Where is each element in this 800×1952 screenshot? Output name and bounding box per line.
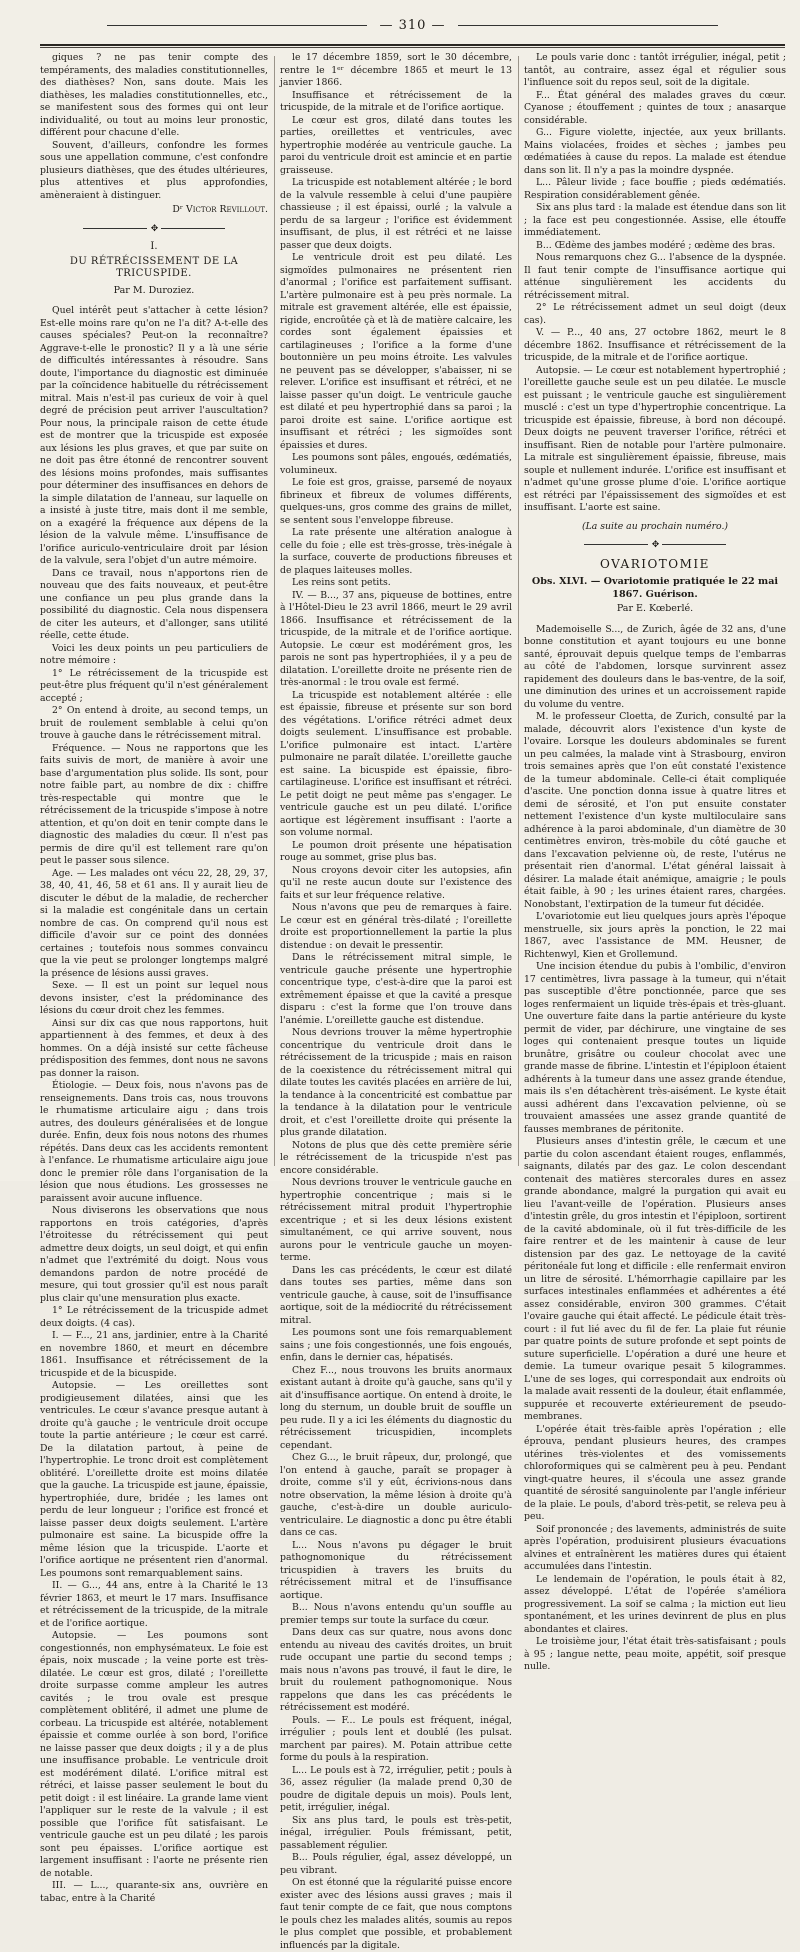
paragraph: B... Œdème des jambes modéré ; œdème des bras. <box>536 239 776 251</box>
paragraph: Une incision étendue du pubis à l'ombilic, d'environ 17 centimètres, livra passage à la tumeur, qui n'était pas susceptible d'être ponctionnée, parce que ses loges renfermaient un liquide très-épais et très-gluant. Une ouverture faite dans la partie antérieure du kyste permit de vider, par déchirure, une vingtaine de ses loges qui contenaient presque toutes un liquide brunâtre, grisâtre ou couleur chocolat avec une grande masse de fibrine. L'intestin et l'épiploon étaient adhérents à la tumeur dans une assez grande étendue, mais ils s'en détachèrent très-aisément. Le kyste était aussi adhérent dans l'excavation pelvienne, où se trouvaient amassées une assez grande quantité de fausses membranes de péritonite. <box>524 961 786 1135</box>
paragraph: Soif prononcée ; des lavements, administrés de suite après l'opération, produisirent plusieurs évacuations alvines et entraînèrent les matières dures qui étaient accumulées dans l'intestin. <box>524 1523 786 1572</box>
paragraph: Les reins sont petits. <box>292 577 391 588</box>
observation-title: Obs. XLVI. — Ovariotomie pratiquée le 22 mai 1867. Guérison. <box>531 576 779 600</box>
paragraph: Ainsi sur dix cas que nous rapportons, huit appartiennent à des femmes, et deux à des hommes. On a déjà insisté sur cette fâcheuse prédisposition des femmes, dont nous ne savons pas donner la raison. <box>40 1017 268 1079</box>
paragraph: L'opérée était très-faible après l'opération ; elle éprouva, pendant plusieurs heures, des crampes utérines très-violentes et des vomissements chloroformiques qui se calmèrent peu à peu. Pendant vingt-quatre heures, il s'écoula une assez grande quantité de sérosité sanguinolente par l'angle inférieur de la plaie. Le pouls, d'abord très-petit, se releva peu à peu. <box>524 1423 786 1522</box>
column-1 <box>40 52 268 1904</box>
paragraph: Age. — Les malades ont vécu 22, 28, 29, 37, 38, 40, 41, 46, 58 et 61 ans. Il y aurait lieu de discuter le début de la maladie, de rechercher si la maladie est congénitale dans un certain nombre de cas. On comprend qu'il nous est difficile d'avoir sur ce point des données certaines ; toutefois nous sommes convaincu que la vie peut se prolonger longtemps malgré la présence de lésions aussi graves. <box>40 867 268 979</box>
paragraph: M. le professeur Cloetta, de Zurich, consulté par la malade, découvrit alors l'existence d'un kyste de l'ovaire. Lorsque les douleurs abdominales se furent un peu calmées, la malade vint à Strasbourg, environ trois semaines après que l'on eût constaté l'existence de la tumeur abdominale. Celle-ci était compliquée d'ascite. Une ponction donna issue à quatre litres et demi de sérosité, et l'on put ensuite constater nettement l'existence d'un kyste multiloculaire sans adhérence à la paroi abdominale, d'un diamètre de 30 centimètres environ, très-mobile du côté gauche et dans l'excavation pelvienne où, de reste, l'utérus ne présentait rien d'anormal. L'état général laissait à désirer. La malade était anémique, amaigrie ; le pouls était faible, à 90 ; les urines étaient rares, chargées. Nonobstant, l'extirpation de la tumeur fut décidée. <box>524 711 786 910</box>
paragraph: Sexe. — Il est un point sur lequel nous devons insister, c'est la prédominance des lésions du cœur droit chez les femmes. <box>40 980 268 1016</box>
paragraph: F... État général des malades graves du cœur. Cyanose ; étouffement ; quintes de toux ; anasarque considérable. <box>524 89 786 126</box>
paragraph: Autopsie. — Les poumons sont congestionnés, non emphysémateux. Le foie est épais, noix muscade ; la veine porte est très-dilatée. Le cœur est gros, dilaté ; l'oreillette droite surpasse comme ampleur les autres cavités ; le trou ovale est presque complètement oblitéré, il admet une plume de corbeau. La tricuspide est altérée, notablement épaissie et comme ourlée à son bord, l'orifice ne laisse passer que deux doigts ; il y a de plus une insuffisance probable. Le ventricule droit est modérément dilaté. L'orifice mitral est rétréci, et laisse passer seulement le bout du petit doigt : il est linéaire. La grande lame vient l'appliquer sur le reste de la valvule ; il est possible que l'orifice fût satisfaisant. Le ventricule gauche est un peu dilaté ; les parois sont peu épaisses. L'orifice aortique est largement insuffisant : l'aorte ne présente rien de notable. <box>40 1630 268 1879</box>
paragraph: Mademoiselle S..., de Zurich, âgée de 32 ans, d'une bonne constitution et ayant toujours eu une bonne santé, éprouvait depuis quelque temps de l'embarras au côté de l'abdomen, lorsque survinrent assez rapidement des douleurs dans le bas-ventre, de la soif, une diminution des urines et un accroissement rapide du volume du ventre. <box>524 623 786 710</box>
paragraph: Nous remarquons chez G... l'absence de la dyspnée. Il faut tenir compte de l'insuffisance aortique qui atténue singulièrement les accidents du rétrécissement mitral. <box>524 252 786 301</box>
page-header <box>40 18 785 42</box>
paragraph: Dans deux cas sur quatre, nous avons donc entendu au niveau des cavités droites, un bruit rude occupant une partie du second temps ; mais nous n'avons pas trouvé, il faut le dire, le bruit du roulement pathognomonique. Nous rappelons que dans les cas précédents le rétrécissement est modéré. <box>280 1627 512 1713</box>
paragraph: Chez G..., le bruit râpeux, dur, prolongé, que l'on entend à gauche, paraît se propager à droite, comme s'il y eût, écrivions-nous dans notre observation, la même lésion à droite qu'à gauche, c'est-à-dire un double auriculo-ventriculaire. Le diagnostic a donc pu être établi dans ce cas. <box>280 1452 512 1538</box>
paragraph: On est étonné que la régularité puisse encore exister avec des lésions aussi graves ; mais il faut tenir compte de ce fait, que nous comptons le pouls chez les malades alités, soumis au repos le plus complet que possible, et probablement influencés par la digitale. <box>280 1877 512 1951</box>
article-author: Par E. Kœberlé. <box>616 603 694 614</box>
paragraph: 1° Le rétrécissement de la tricuspide est peut-être plus fréquent qu'il n'est généralement accepté ; <box>40 667 268 704</box>
paragraph: Le poumon droit présente une hépatisation rouge au sommet, grise plus bas. <box>280 839 512 863</box>
paragraph: Étiologie. — Deux fois, nous n'avons pas de renseignements. Dans trois cas, nous trouvons le rhumatisme articulaire aigu ; dans trois autres, des douleurs généralisées et de longue durée. Enfin, deux fois nous notons des rhumes répétés. Dans deux cas les accidents remontent à l'enfance. Le rhumatisme articulaire aigu joue donc le premier rôle dans l'organisation de la lésion que nous étudions. Les grossesses ne paraissent avoir aucune influence. <box>40 1080 268 1204</box>
paragraph: Nous diviserons les observations que nous rapportons en trois catégories, d'après l'étroitesse du rétrécissement qui peut admettre deux doigts, un seul doigt, et qui enfin n'admet que l'extrémité du doigt. Nous vous demandons pardon de notre procédé de mesure, qui tout grossier qu'il est nous paraît plus clair qu'une mensuration plus exacte. <box>40 1205 268 1304</box>
paragraph: Nous n'avons que peu de remarques à faire. Le cœur est en général très-dilaté ; l'oreillette droite est proportionnellement la partie la plus distendue : on devait le pressentir. <box>280 902 512 951</box>
paragraph: Dans le rétrécissement mitral simple, le ventricule gauche présente une hypertrophie concentrique type, c'est-à-dire que la paroi est extrêmement épaisse et que la cavité a presque disparu : c'est la forme que l'on trouve dans l'anémie. L'oreillette gauche est distendue. <box>280 952 512 1026</box>
paragraph: Pouls. — F... Le pouls est fréquent, inégal, irrégulier ; pouls lent et doublé (les pulsat. marchent par paires). M. Potain attribue cette forme du pouls à la respiration. <box>280 1714 512 1763</box>
ornament-divider: ✥ <box>40 223 268 236</box>
article-title: DU RÉTRÉCISSEMENT DE LA TRICUSPIDE. <box>69 255 239 279</box>
signature: Dʳ Victor Revillout. <box>172 204 268 215</box>
paragraph: 1° Le rétrécissement de la tricuspide admet deux doigts. (4 cas). <box>40 1305 268 1329</box>
paragraph: Autopsie. — Les oreillettes sont prodigieusement dilatées, ainsi que les ventricules. Le cœur s'avance presque autant à droite qu'à gauche ; le ventricule droit occupe toute la partie antérieure ; le cœur est carré. De la dilatation partout, à peine de l'hypertrophie. Le tronc droit est complètement oblitéré. L'oreillette droite est moins dilatée que la gauche. La tricuspide est jaune, épaissie, hypertrophiée, dure, bridée ; les lames ont perdu de leur longueur ; l'orifice est froncé et laisse passer deux doigts seulement. L'artère pulmonaire est saine. La bicuspide offre la même lésion que la tricuspide. L'aorte et l'orifice aortique ne présentent rien d'anormal. Les poumons sont remarquablement sains. <box>40 1380 268 1579</box>
ornament-divider: ✥ <box>524 539 786 552</box>
paragraph: V. — P..., 40 ans, 27 octobre 1862, meurt le 8 décembre 1862. Insuffisance et rétrécissement de la tricuspide, de la mitrale et de l'orifice aortique. <box>524 327 786 363</box>
paragraph: L'ovariotomie eut lieu quelques jours après l'époque menstruelle, six jours après la ponction, le 22 mai 1867, avec l'assistance de MM. Heusner, de Richtenwyl, Kien et Grollemund. <box>524 911 786 960</box>
paragraph: L... Le pouls est à 72, irrégulier, petit ; pouls à 36, assez régulier (la malade prend 0,30 de poudre de digitale depuis un mois). Pouls lent, petit, irrégulier, inégal. <box>280 1764 512 1813</box>
paragraph: Le pouls varie donc : tantôt irrégulier, inégal, petit ; tantôt, au contraire, assez égal et régulier sous l'influence soit du repos seul, soit de la digitale. <box>524 52 786 88</box>
paragraph: La tricuspide est notablement altérée : elle est épaissie, fibreuse et présente sur son bord des végétations. L'orifice rétréci admet deux doigts seulement. L'insuffisance est probable. L'orifice pulmonaire est intact. L'artère pulmonaire ne paraît dilatée. L'oreillette gauche est saine. La bicuspide est épaissie, fibro-cartilagineuse. L'orifice est insuffisant et rétréci. Le petit doigt ne peut même pas s'engager. Le ventricule gauche est un peu dilaté. L'orifice aortique est légèrement insuffisant : l'aorte a son volume normal. <box>280 689 512 838</box>
paragraph: 2° Le rétrécissement admet un seul doigt (deux cas). <box>524 302 786 326</box>
paragraph: Six ans plus tard : la malade est étendue dans son lit ; la face est peu congestionnée. Assise, elle étouffe immédiatement. <box>524 202 786 238</box>
paragraph: Quel intérêt peut s'attacher à cette lésion? Est-elle moins rare qu'on ne l'a dit? A-t-elle des causes spéciales? Peut-on la reconnaître? Aggrave-t-elle le pronostic? Il y a là une série de difficultés intéressantes à résoudre. Sans doute, l'importance du diagnostic est diminuée par la coïncidence habituelle du rétrécissement mitral. Mais n'est-il pas curieux de voir à quel degré de précision peut arriver l'auscultation? Pour nous, la principale raison de cette étude est de montrer que la tricuspide est exposée aux lésions les plus graves, et que par suite on ne doit pas être étonné de rencontrer souvent des lésions moins profondes, mais suffisantes pour déterminer des insuffisances en dehors de la simple dilatation de l'anneau, sur laquelle on a insisté à juste titre, mais dont il me semble, on a exagéré la fréquence aux dépens de la lésion de la valvule même. L'insuffisance de l'orifice auriculo-ventriculaire droit par lésion de la valvule, sera l'objet d'un autre mémoire. <box>40 305 268 566</box>
paragraph: Six ans plus tard, le pouls est très-petit, inégal, irrégulier. Pouls frémissant, petit, passablement régulier. <box>280 1814 512 1851</box>
paragraph: Les poumons sont une fois remarquablement sains ; une fois congestionnés, une fois engoués, enfin, dans le dernier cas, hépatisés. <box>280 1327 512 1363</box>
paragraph: II. — G..., 44 ans, entre à la Charité le 13 février 1863, et meurt le 17 mars. Insuffisance et rétrécissement de la tricuspide, de la mitrale et de l'orifice aortique. <box>40 1580 268 1629</box>
paragraph: Le cœur est gros, dilaté dans toutes les parties, oreillettes et ventricules, avec hypertrophie modérée au ventricule gauche. La paroi du ventricule droit est amincie et en partie graisseuse. <box>280 114 512 176</box>
header-rule-thin <box>40 47 785 48</box>
section-number: I. <box>150 241 158 252</box>
column-3 <box>524 52 786 1672</box>
paragraph: La tricuspide est notablement altérée ; le bord de la valvule ressemble à celui d'une paupière chassieuse ; il est épaissi, ourlé ; la valvule a perdu de sa largeur ; l'orifice est évidemment insuffisant, de plus, il est rétréci et ne laisse passer que deux doigts. <box>280 177 512 251</box>
paragraph: giques ? ne pas tenir compte des tempéraments, des maladies constitutionnelles, des diathèses? Non, sans doute. Mais les diathèses, les maladies constitutionnelles, etc., se manifestent sous des formes qui ont leur individualité, ou tout au moins leur pronostic, différent pour chacune d'elle. <box>40 52 268 138</box>
paragraph: Le ventricule droit est peu dilaté. Les sigmoïdes pulmonaires ne présentent rien d'anormal ; l'orifice est parfaitement suffisant. L'artère pulmonaire est à peu près normale. La mitrale est gravement altérée, elle est épaissie, rigide, encroûtée çà et là de matière calcaire, les cordes sont également épaissies et cartilagineuses ; l'orifice a la forme d'une boutonnière un peu moins étroite. Les valvules ne peuvent pas se développer, s'abaisser, ni se relever. L'orifice est insuffisant et rétréci, et ne laisse passer qu'un doigt. Le ventricule gauche est dilaté et peu hypertrophié dans sa paroi ; la paroi droite est saine. L'orifice aortique est insuffisant et rétréci ; les sigmoïdes sont épaissies et dures. <box>280 252 512 451</box>
paragraph: Nous croyons devoir citer les autopsies, afin qu'il ne reste aucun doute sur l'existence des faits et sur leur fréquence relative. <box>280 864 512 901</box>
paragraph: La rate présente une altération analogue à celle du foie ; elle est très-grosse, très-inégale à la surface, couverte de productions fibreuses et de plaques laiteuses molles. <box>280 527 512 576</box>
paragraph: III. — L..., quarante-six ans, ouvrière en tabac, entre à la Charité <box>40 1880 268 1904</box>
paragraph: Insuffisance et rétrécissement de la tricuspide, de la mitrale et de l'orifice aortique. <box>280 89 512 113</box>
paragraph: Dans les cas précédents, le cœur est dilaté dans toutes ses parties, même dans son ventricule gauche, à cause, soit de l'insuffisance aortique, soit de la médiocrité du rétrécissement mitral. <box>280 1264 512 1326</box>
paragraph: Nous devrions trouver la même hypertrophie concentrique du ventricule droit dans le rétrécissement de la tricuspide ; mais en raison de la coexistence du rétrécissement mitral qui dilate toutes les cavités placées en arrière de lui, la tendance à la concentricité est combattue par la tendance à la dilatation pour le ventricule droit, et c'est l'oreillette droite qui présente la plus grande dilatation. <box>280 1027 513 1138</box>
paragraph: Le foie est gros, graisse, parsemé de noyaux fibrineux et fibreux de volumes différents, quelques-uns, gros comme des grains de millet, se sentent sous l'enveloppe fibreuse. <box>280 477 512 526</box>
continuation-note: (La suite au prochain numéro.) <box>581 520 729 532</box>
paragraph: Plusieurs anses d'intestin grêle, le cæcum et une partie du colon ascendant étaient rouges, enflammés, saignants, dilatés par des gaz. Le colon descendant contenait des matières stercorales dures en assez grande abondance, malgré la purgation qui avait eu lieu l'avant-veille de l'opération. Plusieurs anses d'intestin grêle, du gros intestin et l'épiploon, sortirent de la cavité abdominale, où il fut très-difficile de les faire rentrer et de les maintenir à cause de leur distension par des gaz. Le nettoyage de la cavité péritonéale fut long et difficile : elle renfermait environ un litre de sérosité. L'hémorrhagie capillaire par les surfaces intestinales enflammées et adhérentes a été assez considérable, environ 300 grammes. C'était l'ovaire gauche qui était affecté. Le pédicule était très-court : il fut lié avec du fil de fer. La plaie fut réunie par quatre points de suture profonde et sept points de suture superficielle. L'opération a duré une heure et demie. La tumeur ovarique pesait 5 kilogrammes. L'une de ses loges, qui correspondait aux endroits où la malade avait ressenti de la douleur, était enflammée, suppurée et recouverte extérieurement de pseudo-membranes. <box>524 1136 786 1422</box>
paragraph: Le lendemain de l'opération, le pouls était à 82, assez développé. L'état de l'opérée s'améliora progressivement. La soif se calma ; la miction eut lieu spontanément, et les urines devinrent de plus en plus abondantes et claires. <box>524 1573 786 1635</box>
paragraph: Nous devrions trouver le ventricule gauche en hypertrophie concentrique ; mais si le rétrécissement mitral produit l'hypertrophie excentrique ; et si les deux lésions existent simultanément, ce qui arrive souvent, nous aurons pour le ventricule gauche un moyen-terme. <box>280 1177 512 1263</box>
paragraph: Les poumons sont pâles, engoués, œdématiés, volumineux. <box>280 452 512 476</box>
paragraph: Le troisième jour, l'état était très-satisfaisant ; pouls à 95 ; langue nette, peau moite, appétit, soif presque nulle. <box>524 1636 786 1672</box>
paragraph: Notons de plus que dès cette première série le rétrécissement de la tricuspide n'est pas encore considérable. <box>280 1139 512 1176</box>
header-rule <box>40 44 785 46</box>
paragraph: Fréquence. — Nous ne rapportons que les faits suivis de mort, de manière à avoir une base d'argumentation plus solide. Ils sont, pour notre faible part, au nombre de dix : chiffre très-respectable qui montre que le rétrécissement de la tricuspide s'impose à notre attention, et qu'on doit en tenir compte dans le diagnostic des maladies du cœur. Il n'est pas permis de dire qu'il est tellement rare qu'on peut le passer sous silence. <box>40 742 268 866</box>
paragraph: I. — F..., 21 ans, jardinier, entre à la Charité en novembre 1860, et meurt en décembre 1861. Insuffisance et rétrécissement de la tricuspide et de la bicuspide. <box>40 1330 268 1379</box>
paragraph: Souvent, d'ailleurs, confondre les formes sous une appellation commune, c'est confondre plusieurs diathèses, que des études ultérieures, plus attentives et plus approfondies, amèneraient à distinguer. <box>40 139 268 201</box>
column-divider <box>274 56 275 1166</box>
column-2 <box>280 52 513 1951</box>
section-heading: OVARIOTOMIE <box>600 556 710 571</box>
paragraph: L... Pâleur livide ; face bouffie ; pieds œdématiés. Respiration considérablement gênée. <box>524 177 786 201</box>
paragraph: IV. — B..., 37 ans, piqueuse de bottines, entre à l'Hôtel-Dieu le 23 avril 1866, meurt le 29 avril 1866. Insuffisance et rétrécissement de la tricuspide, de la mitrale et de l'orifice aortique. Autopsie. Le cœur est modérément gros, les parois ne sont pas hypertrophiées, il y a peu de dilatation. L'oreillette droite ne présente rien de très-anormal : le trou ovale est fermé. <box>280 589 512 688</box>
paragraph: 2° On entend à droite, au second temps, un bruit de roulement semblable à celui qu'on trouve à gauche dans le rétrécissement mitral. <box>40 705 268 741</box>
paragraph: Autopsie. — Le cœur est notablement hypertrophié ; l'oreillette gauche seule est un peu dilatée. Le muscle est puissant ; le ventricule gauche est singulièrement musclé : c'est un type d'hypertrophie concentrique. La tricuspide est épaissie, fibreuse, à bord non découpé. Deux doigts ne peuvent traverser l'orifice, rétréci et insuffisant. Rien de notable pour l'artère pulmonaire. La mitrale est singulièrement épaissie, fibreuse, mais souple et nullement indurée. L'orifice est insuffisant et n'admet qu'une grosse plume d'oie. L'orifice aortique est rétréci par l'épaississement des sigmoïdes et est insuffisant. L'aorte est saine. <box>524 364 786 513</box>
article-author: Par M. Duroziez. <box>113 284 195 296</box>
page-number: — 310 — <box>40 18 785 33</box>
paragraph: B... Pouls régulier, égal, assez développé, un peu vibrant. <box>280 1852 512 1876</box>
column-divider <box>518 56 519 1166</box>
paragraph: Chez F..., nous trouvons les bruits anormaux existant autant à droite qu'à gauche, sans qu'il y ait d'insuffisance aortique. On entend à droite, le long du sternum, un double bruit de souffle un peu rude. Il y a ici les éléments du diagnostic du rétrécissement tricuspidien, incomplets cependant. <box>280 1364 512 1451</box>
paragraph: le 17 décembre 1859, sort le 30 décembre, rentre le 1ᵉʳ décembre 1865 et meurt le 13 janvier 1866. <box>280 52 512 88</box>
paragraph: B... Nous n'avons entendu qu'un souffle au premier temps sur toute la surface du cœur. <box>280 1602 512 1626</box>
paragraph: L... Nous n'avons pu dégager le bruit pathognomonique du rétrécissement tricuspidien à travers les bruits du rétrécissement mitral et de l'insuffisance aortique. <box>280 1539 512 1601</box>
paragraph: G... Figure violette, injectée, aux yeux brillants. Mains violacées, froides et sèches ; jambes peu œdématiées à cause du repos. La malade est étendue dans son lit. Il n'y a pas la moindre dyspnée. <box>524 127 786 176</box>
paragraph: Voici les deux points un peu particuliers de notre mémoire : <box>40 642 268 666</box>
paragraph: Dans ce travail, nous n'apportons rien de nouveau que des faits nouveaux, et peut-être une confiance un peu plus grande dans la possibilité du diagnostic. Cela nous dispensera de citer les auteurs, et d'allonger, sans utilité réelle, cette étude. <box>40 567 268 641</box>
